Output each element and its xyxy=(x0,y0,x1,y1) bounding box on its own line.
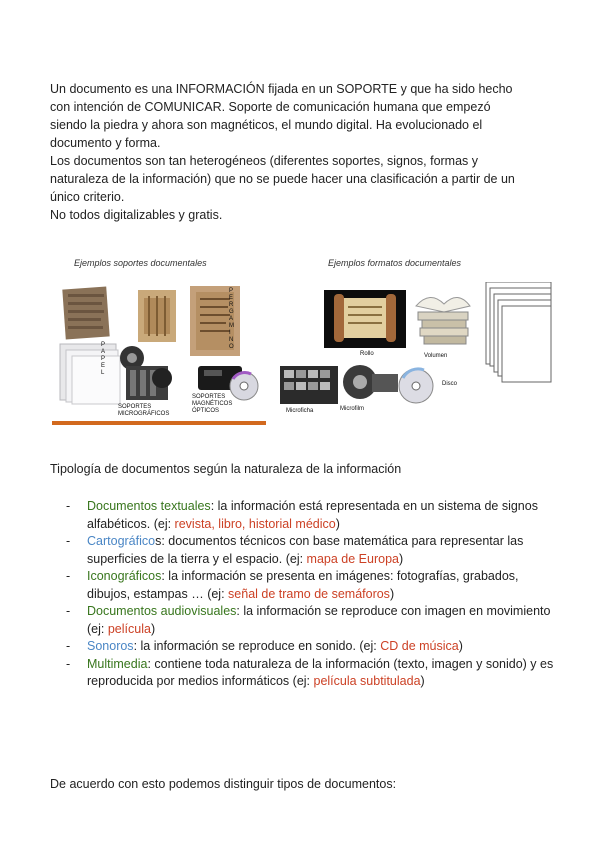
formats-figure xyxy=(278,282,553,422)
stone-tablet-image xyxy=(62,287,109,340)
intro-line: con intención de COMUNICAR. Soporte de comunicación humana que empezó xyxy=(50,100,491,114)
list-dash: - xyxy=(66,569,71,583)
type-description: : la información se reproduce en sonido. (ej: xyxy=(133,639,381,653)
type-term: Sonoros xyxy=(87,639,134,653)
type-term: Documentos textuales xyxy=(87,499,211,513)
volumen-label: Volumen xyxy=(424,353,448,359)
supports-figure xyxy=(52,282,266,430)
list-dash: - xyxy=(66,656,71,671)
type-term: Multimedia xyxy=(87,656,148,671)
magnetic-optical-supports-label: SOPORTES MAGNÉTICOS ÓPTICOS xyxy=(192,394,233,414)
type-end: ) xyxy=(398,551,404,566)
list-item xyxy=(50,498,555,533)
disco-label: Disco xyxy=(442,381,458,387)
pergamino-vertical-label: P E R G A M I N O xyxy=(229,288,234,350)
type-end: ) xyxy=(458,639,463,653)
type-description: : la información se presenta en imágenes: fotografías, grabados, dibujos, estampas … (ej: xyxy=(87,569,519,601)
microficha-label: Microficha xyxy=(286,408,314,414)
type-term-suffix: s xyxy=(155,534,162,548)
type-end: ) xyxy=(420,674,425,688)
type-end: ) xyxy=(335,516,340,531)
type-example: CD de música xyxy=(380,639,459,653)
list-dash: - xyxy=(66,534,71,548)
intro-line: naturaleza de la información) que no se puede hacer una clasificación a partir de un xyxy=(50,172,515,186)
type-term: Documentos audiovisuales xyxy=(87,604,237,618)
papyrus-image xyxy=(138,290,176,342)
list-item xyxy=(50,638,555,656)
type-example: película subtitulada xyxy=(313,674,421,688)
type-term: Cartográfico xyxy=(87,534,156,548)
rollo-label: Rollo xyxy=(360,351,374,357)
papel-vertical-label: P A P E L xyxy=(101,342,106,376)
intro-paragraph xyxy=(50,80,550,224)
list-item xyxy=(50,533,555,568)
intro-line: Un documento es una INFORMACIÓN fijada en un SOPORTE y que ha sido hecho xyxy=(50,82,513,96)
type-end: ) xyxy=(150,621,156,636)
intro-line: documento y forma. xyxy=(50,136,161,150)
figure-caption-formats: Ejemplos formatos documentales xyxy=(328,258,462,268)
list-item xyxy=(50,603,555,638)
microfilm-label: Microfilm xyxy=(340,406,364,412)
list-item xyxy=(50,568,555,603)
scroll-image xyxy=(324,290,406,348)
intro-line: No todos digitalizables y gratis. xyxy=(50,208,223,222)
microfiche-image xyxy=(280,366,338,404)
figure-underline xyxy=(52,421,266,425)
microfilm-reels-image xyxy=(120,346,172,400)
type-example: revista, libro, historial médico xyxy=(174,516,336,531)
type-term: Iconográficos xyxy=(87,569,162,583)
intro-line: Los documentos son tan heterogéneos (diferentes soportes, signos, formas y xyxy=(50,154,479,168)
type-example: película xyxy=(107,621,151,636)
type-description: : contiene toda naturaleza de la información (texto, imagen y sonido) y es reproducida por medios informáticos (ej: xyxy=(87,656,554,688)
paper-stack-image xyxy=(60,344,120,404)
type-description: : documentos técnicos con base matemática para representar las superficies de la tierra y el espacio. (ej: xyxy=(87,534,524,566)
figure-caption-supports: Ejemplos soportes documentales xyxy=(74,258,207,268)
type-end: ) xyxy=(389,586,395,601)
list-dash: - xyxy=(66,639,71,653)
list-dash: - xyxy=(66,604,71,618)
formats-illustration xyxy=(278,282,553,422)
intro-line: único criterio. xyxy=(50,190,125,204)
document-types-list xyxy=(50,498,555,691)
type-description: : la información está representada en un sistema de signos alfabéticos. (ej: xyxy=(87,499,538,531)
section-heading: Tipología de documentos según la naturaleza de la información xyxy=(50,462,402,476)
type-example: señal de tramo de semáforos xyxy=(228,586,390,601)
book-stack-image xyxy=(416,297,470,344)
closing-sentence: De acuerdo con esto podemos distinguir tipos de documentos: xyxy=(50,777,397,791)
list-dash: - xyxy=(66,499,71,513)
disc-image xyxy=(399,369,433,403)
micrographic-supports-label: SOPORTES MICROGRÁFICOS xyxy=(118,404,170,417)
type-description: : la información se reproduce con imagen en movimiento (ej: xyxy=(87,604,551,636)
type-example: mapa de Europa xyxy=(306,551,399,566)
intro-line: siendo la piedra y ahora son magnéticos, el mundo digital. Ha evolucionado el xyxy=(50,118,483,132)
microfilm-reel-image xyxy=(343,365,398,399)
list-item xyxy=(50,656,555,691)
stacked-pages-image xyxy=(486,282,551,382)
